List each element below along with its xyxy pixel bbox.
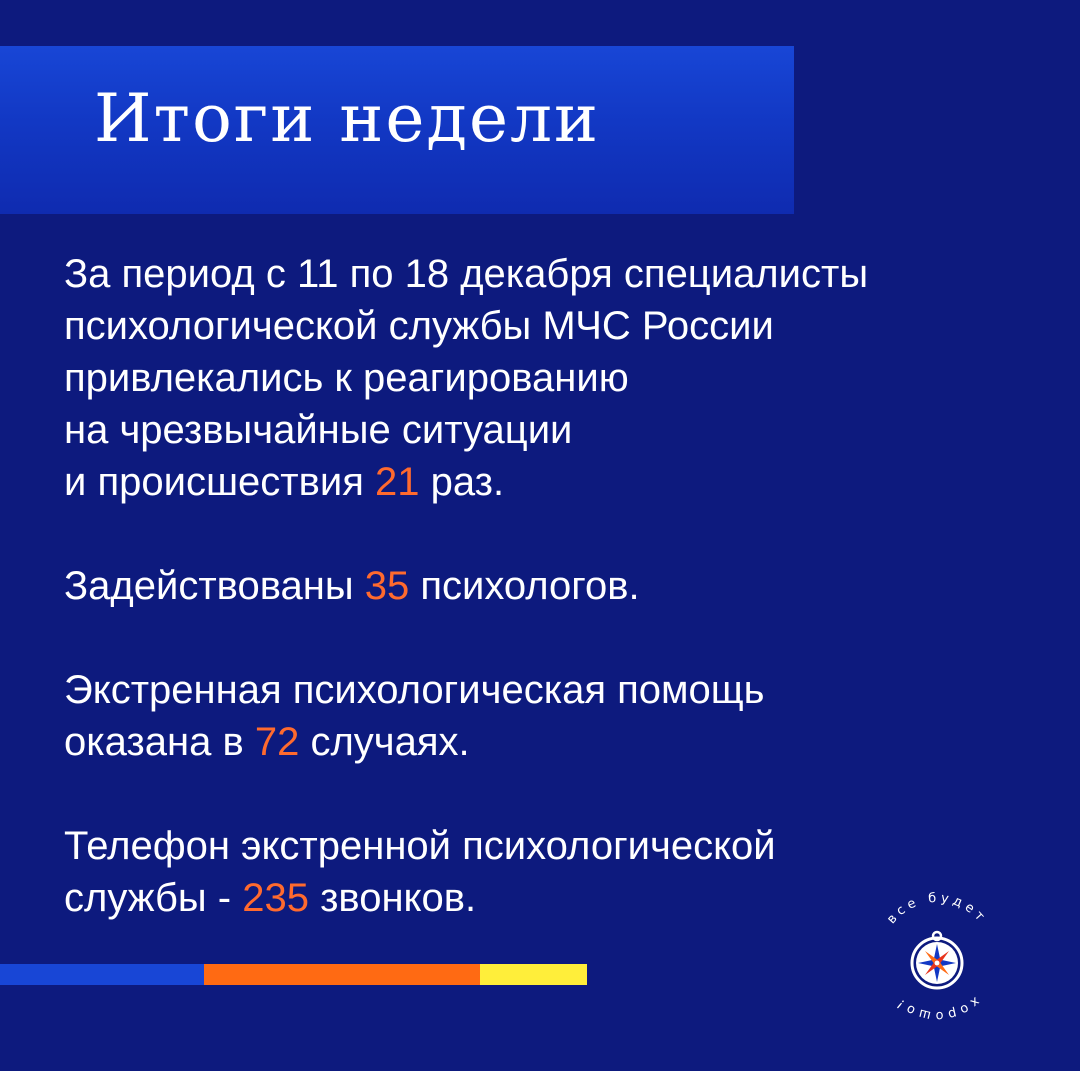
psychologists-count: 35 [364, 564, 410, 608]
page-title: Итоги недели [94, 80, 601, 157]
text-fragment: службы - [64, 876, 243, 920]
cases-count: 72 [254, 720, 300, 764]
logo-bottom-text: хорошо! [891, 993, 983, 1024]
logo-badge [864, 884, 1010, 1030]
text-fragment: и происшествия [64, 460, 375, 504]
text-line: Экстренная психологическая помощь [64, 668, 765, 712]
text-fragment: Задействованы [64, 564, 365, 608]
stripe-blue [0, 964, 204, 985]
weekly-summary [64, 248, 1044, 924]
calls-count: 235 [242, 876, 309, 920]
summary-paragraph-period [64, 248, 1044, 508]
text-fragment: звонков. [308, 876, 477, 920]
text-fragment: раз. [419, 460, 505, 504]
text-fragment: оказана в [64, 720, 255, 764]
text-line [64, 456, 1044, 508]
text-line: За период с 11 по 18 декабря специалисты [64, 252, 869, 296]
text-line [64, 716, 1044, 768]
incidents-count: 21 [374, 460, 420, 504]
compass-icon [912, 932, 962, 988]
stripe-orange [204, 964, 480, 985]
text-fragment: психологов. [409, 564, 640, 608]
logo-top-text: все будет [884, 890, 990, 928]
summary-paragraph-psychologists [64, 560, 1044, 612]
text-line: привлекались к реагированию [64, 356, 629, 400]
text-fragment: случаях. [299, 720, 470, 764]
text-line: на чрезвычайные ситуации [64, 408, 573, 452]
text-line: Телефон экстренной психологической [64, 824, 776, 868]
stripe-yellow [480, 964, 587, 985]
text-line [64, 560, 1044, 612]
summary-paragraph-assistance [64, 664, 1044, 768]
text-line: психологической службы МЧС России [64, 304, 774, 348]
